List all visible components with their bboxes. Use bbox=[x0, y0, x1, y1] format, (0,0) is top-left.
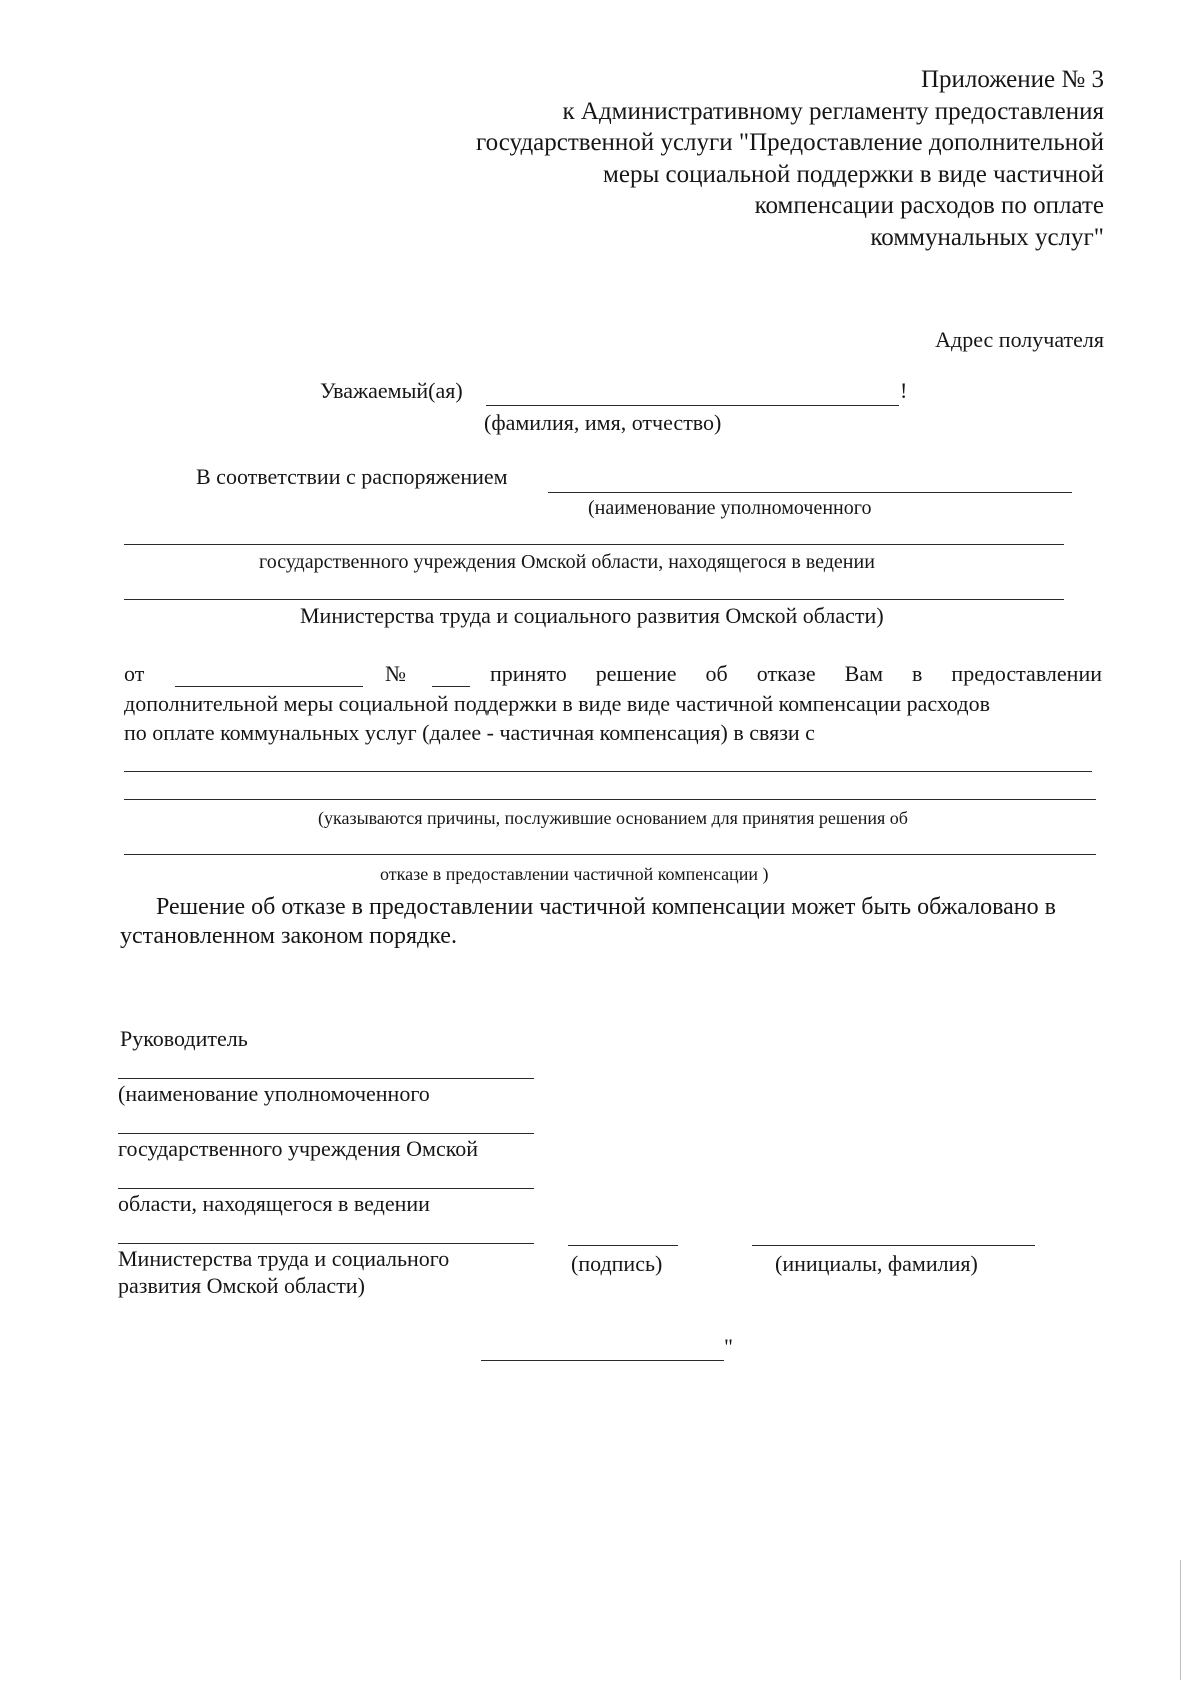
date-line bbox=[481, 1360, 724, 1361]
appeal-line-1: Решение об отказе в предоставлении частичной компенсации может быть обжаловано в bbox=[156, 894, 1056, 920]
scan-edge-mark bbox=[1180, 1560, 1181, 1680]
appendix-line-1: к Административному регламенту предоставления bbox=[562, 97, 1104, 125]
reasons-caption-1: (указываются причины, послужившие основанием для принятия решения об bbox=[318, 808, 908, 828]
decision-number-label: № bbox=[385, 661, 406, 686]
order-caption-3: Министерства труда и социального развития Омской области) bbox=[300, 603, 884, 628]
order-line-1 bbox=[548, 492, 1072, 493]
order-line-3 bbox=[124, 599, 1064, 600]
signature-org-caption-3: области, находящегося в ведении bbox=[118, 1191, 430, 1216]
signature-org-line-1 bbox=[118, 1078, 534, 1079]
recipient-address: Адрес получателя bbox=[935, 327, 1104, 352]
appendix-line-2: государственной услуги "Предоставление дополнительной bbox=[476, 129, 1104, 156]
signature-line bbox=[568, 1245, 678, 1246]
signature-org-line-4 bbox=[118, 1243, 534, 1244]
signature-org-line-3 bbox=[118, 1188, 534, 1189]
appendix-line-5: коммунальных услуг" bbox=[870, 223, 1104, 251]
signature-caption: (подпись) bbox=[571, 1251, 663, 1276]
head-label: Руководитель bbox=[120, 1026, 248, 1051]
order-line-2 bbox=[124, 544, 1064, 545]
order-label: В соответствии с распоряжением bbox=[196, 464, 508, 489]
greeting-label: Уважаемый(ая) bbox=[320, 378, 463, 403]
signature-org-caption-4: Министерства труда и социального bbox=[118, 1246, 450, 1271]
reasons-line-2 bbox=[124, 799, 1096, 800]
decision-line-3: по оплате коммунальных услуг (далее - частичная компенсация) в связи с bbox=[124, 720, 815, 745]
initials-caption: (инициалы, фамилия) bbox=[775, 1251, 978, 1276]
full-name-line bbox=[486, 405, 899, 406]
reasons-line-1 bbox=[124, 771, 1092, 772]
decision-word: об bbox=[705, 661, 728, 686]
appeal-line-2: установленном законом порядке. bbox=[120, 923, 457, 949]
order-caption-2: государственного учреждения Омской области, находящегося в ведении bbox=[259, 551, 875, 573]
decision-number-line bbox=[432, 686, 470, 687]
appendix-number: Приложение № 3 bbox=[920, 66, 1104, 93]
order-caption-1: (наименование уполномоченного bbox=[588, 497, 872, 519]
signature-org-caption-5: развития Омской области) bbox=[118, 1273, 365, 1298]
decision-word: предоставлении bbox=[951, 661, 1102, 686]
decision-from-label: от bbox=[124, 661, 145, 686]
decision-word: принято bbox=[490, 661, 567, 686]
decision-word: отказе bbox=[756, 661, 816, 686]
appendix-line-3: меры социальной поддержки в виде частичной bbox=[603, 160, 1104, 188]
appendix-header bbox=[476, 64, 1104, 253]
decision-word: Вам bbox=[844, 661, 884, 686]
decision-line-2: дополнительной меры социальной поддержки в виде виде частичной компенсации расходов bbox=[124, 691, 990, 716]
signature-org-caption-1: (наименование уполномоченного bbox=[118, 1081, 430, 1106]
date-quote: " bbox=[724, 1334, 733, 1359]
greeting-exclamation: ! bbox=[900, 378, 908, 403]
reasons-caption-2: отказе в предоставлении частичной компенсации ) bbox=[380, 864, 769, 884]
appendix-line-4: компенсации расходов по оплате bbox=[754, 192, 1104, 219]
decision-word: в bbox=[912, 661, 923, 686]
initials-line bbox=[752, 1245, 1035, 1246]
signature-org-line-2 bbox=[118, 1133, 534, 1134]
reasons-line-3 bbox=[124, 854, 1096, 855]
decision-date-line bbox=[175, 686, 363, 687]
decision-line-1 bbox=[490, 660, 1102, 688]
signature-org-caption-2: государственного учреждения Омской bbox=[118, 1136, 479, 1161]
full-name-caption: (фамилия, имя, отчество) bbox=[484, 410, 722, 435]
decision-word: решение bbox=[595, 661, 677, 686]
